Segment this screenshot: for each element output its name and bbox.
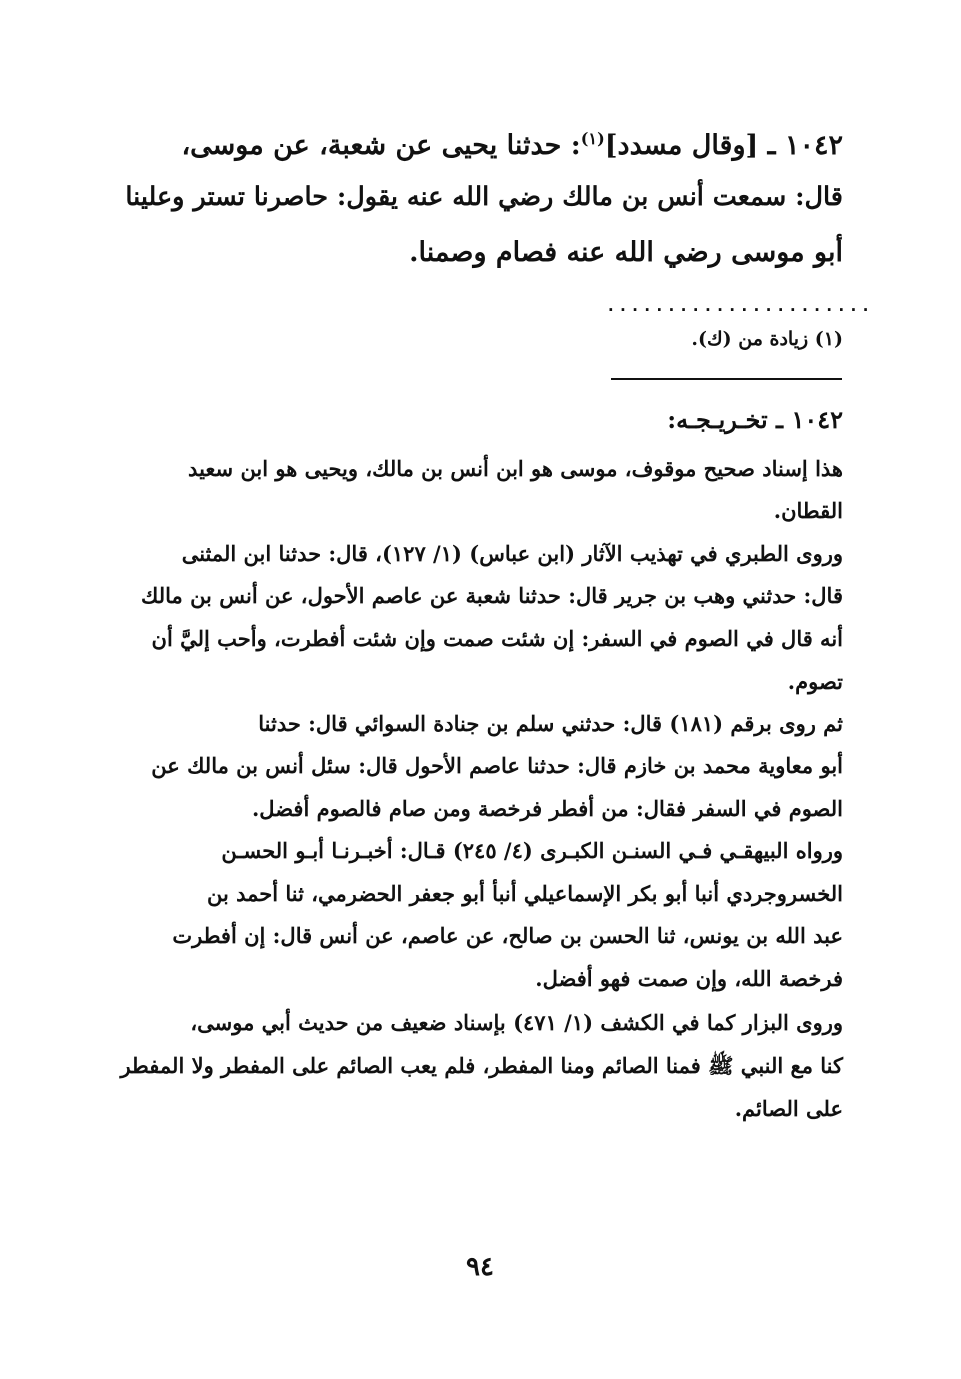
page-number: ٩٤ [466,1252,494,1282]
takhrij-line: ورواه البيهقـي فـي السنـن الكبـرى (٤/ ٢٤٥) قـال: أخبـرنـا أبـو الحسـن [221,838,843,863]
takhrij-line: وروى البزار كما في الكشف (١/ ٤٧١) بإسناد ضعيف من حديث أبي موسى، [190,1010,843,1035]
hadith-line-1-start: ١٠٤٢ ـ [وقال مسدد] [604,130,843,161]
takhrij-line: الصوم في السفر فقال: من أفطر فرخصة ومن صام فالصوم أفضل. [252,796,843,821]
takhrij-line: على الصائم. [734,1096,843,1121]
takhrij-line: القطان. [773,498,843,523]
takhrij-line: قال: حدثني وهب بن جرير قال: حدثنا شعبة عن عاصم الأحول، عن أنس بن مالك [141,583,843,608]
hadith-line-3: أبو موسى رضي الله عنه فصام وصمنا. [409,237,843,268]
takhrij-line: هذا إسناد صحيح موقوف، موسى هو ابن أنس بن مالك، ويحيى هو ابن سعيد [188,456,843,481]
hadith-line-1 [118,131,843,159]
takhrij-line: أبو معاوية محمد بن خازم قال: حدثنا عاصم الأحول قال: سئل أنس بن مالك عن [151,753,843,778]
takhrij-line: أنه قال في الصوم في السفر: إن شئت صمت وإن شئت أفطرت، وأحب إليَّ أن [151,626,843,651]
takhrij-line: فرخصة الله، وإن صمت فهو أفضل. [535,966,843,991]
takhrij-line: عبد الله بن يونس، ثنا الحسن بن صالح، عن عاصم، عن أنس قال: إن أفطرت [172,923,843,948]
hadith-line-1-end: : حدثنا يحيى عن شعبة، عن موسى، [181,130,581,161]
takhrij-line: الخسروجردي أنبا أبو بكر الإسماعيلي أنبأ أبو جعفر الحضرمي، ثنا أحمد بن [206,881,843,906]
takhrij-line: تصوم. [787,669,843,694]
hadith-line-2: قال: سمعت أنس بن مالك رضي الله عنه يقول: حاصرنا تستر وعلينا [125,182,843,212]
footnote-marker: (١) [580,129,605,148]
dotted-separator: ...................... [606,296,873,315]
takhrij-heading: ١٠٤٢ ـ تخـريـجـه: [667,405,843,434]
footnote-text: (١) زيادة من (ك). [691,328,843,350]
takhrij-line: كنا مع النبي ﷺ فمنا الصائم ومنا المفطر، فلم يعب الصائم على المفطر ولا المفطر [120,1053,843,1078]
section-divider [611,378,842,380]
takhrij-line: وروى الطبري في تهذيب الآثار (ابن عباس) (١/ ١٢٧)، قال: حدثنا ابن المثنى [181,541,843,566]
takhrij-line: ثم روى برقم (١٨١) قال: حدثني سلم بن جنادة السوائي قال: حدثنا [258,711,843,736]
